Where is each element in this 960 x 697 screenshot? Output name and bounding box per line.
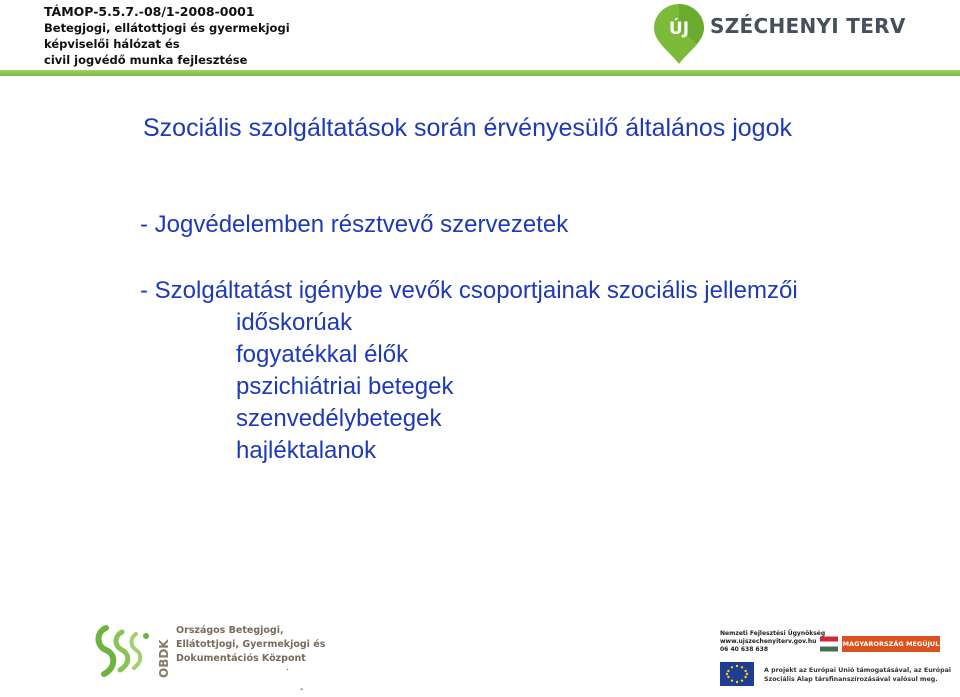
project-line: civil jogvédő munka fejlesztése	[44, 53, 248, 67]
eu-funding-note	[764, 666, 951, 684]
szechenyi-terv-logo	[652, 2, 952, 66]
funding-block	[712, 624, 952, 692]
obdk-abbr-vertical	[156, 624, 172, 680]
obdk-line: Országos Betegjogi,	[176, 625, 284, 636]
header-divider	[0, 70, 960, 76]
agency-info	[720, 630, 825, 654]
project-header	[44, 4, 290, 68]
obdk-logo	[92, 620, 326, 682]
eu-note-line: Szociális Alap társfinanszírozásával valósul meg.	[764, 676, 938, 683]
obdk-line: Ellátottjogi, Gyermekjogi és	[176, 639, 326, 650]
sub-item: időskorúak	[236, 309, 353, 336]
hungarian-flag-icon	[820, 636, 838, 652]
decor-dot: ·	[286, 664, 290, 675]
eu-note-line: A projekt az Európai Unió támogatásával, az Európai	[764, 667, 952, 674]
decor-dot: -	[300, 684, 304, 695]
sub-item: fogyatékkal élők	[236, 341, 409, 368]
agency-line: Nemzeti Fejlesztési Ügynökség	[720, 630, 826, 637]
location-pin-icon	[652, 2, 708, 66]
agency-line: 06 40 638 638	[720, 646, 769, 653]
brand-name: SZÉCHENYI TERV	[710, 14, 906, 38]
project-line: képviselői hálózat és	[44, 37, 180, 51]
obdk-line: Dokumentációs Központ	[176, 653, 306, 664]
brand-badge: ÚJ	[668, 19, 690, 39]
hungary-renews-banner: MAGYARORSZÁG MEGÚJUL	[842, 636, 940, 652]
bullet-item: - Jogvédelemben résztvevő szervezetek	[140, 211, 569, 238]
agency-line: www.ujszechenyiterv.gov.hu	[720, 638, 817, 645]
obdk-abbr: OBDK	[157, 639, 171, 678]
sub-item: pszichiátriai betegek	[236, 373, 454, 400]
obdk-name	[176, 624, 325, 666]
sub-item: hajléktalanok	[236, 437, 377, 464]
slide-title: Szociális szolgáltatások során érvényesülő általános jogok	[143, 114, 792, 142]
eu-flag-icon	[720, 662, 754, 686]
project-code: TÁMOP-5.5.7.-08/1-2008-0001	[44, 4, 255, 19]
project-line: Betegjogi, ellátottjogi és gyermekjogi	[44, 21, 290, 35]
bullet-item: - Szolgáltatást igénybe vevők csoportjainak szociális jellemzői	[140, 277, 798, 304]
obdk-emblem-icon	[92, 622, 156, 680]
sub-item: szenvedélybetegek	[236, 405, 442, 432]
